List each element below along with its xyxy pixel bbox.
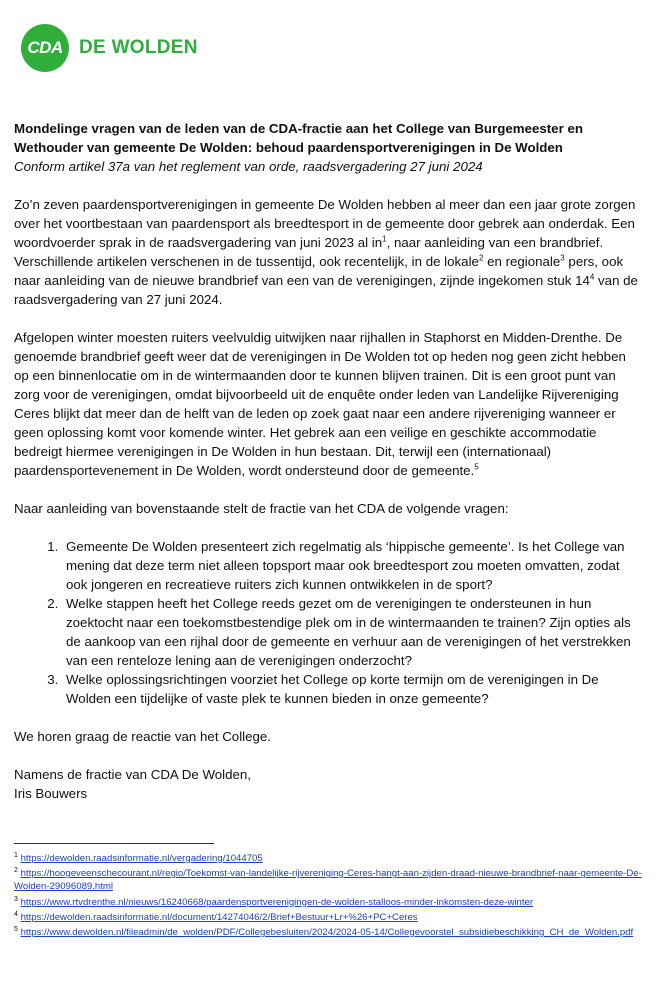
- closing-line: We horen graag de reactie van het College.: [14, 729, 271, 744]
- logo-name: DE WOLDEN: [79, 37, 198, 58]
- text-run: en regionale: [483, 254, 561, 269]
- signature-line-1: Namens de fractie van CDA De Wolden,: [14, 767, 251, 782]
- footnote-number: 2: [14, 867, 18, 875]
- document-title: Mondelinge vragen van de leden van de CDA-fractie aan het College van Burgemeester en Wethouder van gemeente De Wolden: behoud paardensportverenigingen in De Wolden: [14, 121, 583, 155]
- document-body: [14, 119, 644, 803]
- signature-name: Iris Bouwers: [14, 786, 88, 801]
- footnote: [14, 867, 644, 893]
- question-item: 2. Welke stappen heeft het College reeds gezet om de verenigingen te ondersteunen in hun zoektocht naar een toekomstbestendige plek om in de wintermaanden te trainen? Zijn opties als de aankoop van een rijhal door de gemeente en verhuur aan de verenigingen of het verstrekken van een renteloze lening aan de verenigingen onderzocht?: [62, 594, 644, 670]
- questions-list: [14, 537, 644, 708]
- footnote-link[interactable]: https://www.rtvdrenthe.nl/nieuws/16240668/paardensportverenigingen-de-wolden-stalloos-minder-inkomsten-deze-winter: [20, 896, 534, 908]
- footnote-link[interactable]: https://www.dewolden.nl/fileadmin/de_wolden/PDF/Collegebesluiten/2024/2024-05-14/Collegevoorstel_subsidiebeschikking_CH_de_Wolden.pdf: [20, 927, 634, 939]
- paragraph-questions-intro: Naar aanleiding van bovenstaande stelt de fractie van het CDA de volgende vragen:: [14, 501, 509, 516]
- paragraph-context: [14, 328, 644, 480]
- footnote: [14, 926, 644, 939]
- paragraph-intro: [14, 195, 644, 309]
- footnote-number: 1: [14, 851, 18, 859]
- footnote-ref[interactable]: 2: [478, 253, 484, 263]
- cda-badge: CDA: [21, 24, 69, 72]
- footnote-number: 5: [14, 925, 18, 933]
- text-run: Zo’n zeven paardensportverenigingen in gemeente De Wolden hebben al meer dan een jaar grote zorgen over het voortbestaan van paardensport als breedtesport in de gemeente door gebrek aan onderdak. Een woordvoerder sprak in de raadsvergadering van juni 2023 al in: [14, 197, 636, 250]
- footnote-ref[interactable]: 4: [589, 272, 595, 282]
- question-item: 1. Gemeente De Wolden presenteert zich regelmatig als ‘hippische gemeente’. Is het College van mening dat deze term niet alleen topsport maar ook breedtesport zou moeten omvatten, zodat ook jongeren en recreatieve ruiters zich kunnen ontwikkelen in de sport?: [62, 537, 644, 594]
- footnote-link[interactable]: https://dewolden.raadsinformatie.nl/document/14274046/2/Brief+Bestuur+Lr+%26+PC+Ceres: [20, 911, 418, 923]
- footnote-link[interactable]: https://dewolden.raadsinformatie.nl/vergadering/1044705: [20, 853, 263, 864]
- footnote-divider: [14, 843, 214, 844]
- footnote-ref[interactable]: 3: [560, 253, 565, 263]
- footnote-number: 3: [14, 895, 18, 903]
- footnote-number: 4: [14, 910, 18, 918]
- footnote-ref[interactable]: 5: [474, 462, 479, 472]
- footnote-link[interactable]: https://hoogeveenschecourant.nl/regio/Toekomst-van-landelijke-rijvereniging-Ceres-hangt-aan-zijden-draad-nieuwe-brandbrief-naar-gemeente-De-Wolden-29096089.html: [14, 868, 642, 893]
- text-run: Afgelopen winter moesten ruiters veelvuldig uitwijken naar rijhallen in Staphorst en Midden-Drenthe. De genoemde brandbrief geeft weer dat de verenigingen in De Wolden tot op heden nog geen zicht hebben op een binnenlocatie om in de wintermaanden door te kunnen blijven trainen. Dit is een groot punt van zorg voor de verenigingen, omdat bijvoorbeeld uit de enquête onder leden van Landelijke Rijvereniging Ceres blijkt dat meer dan de helft van de leden op zoek gaat naar een andere rijvereniging wanneer er geen oplossing komt voor komende winter. Het gebrek aan een veilige en geschikte accommodatie bedreigt hiermee verenigingen in De Wolden in hun bestaan. Dit, terwijl een (internationaal) paardensportevenement in De Wolden, wordt ondersteund door de gemeente.: [14, 330, 626, 478]
- footnote: [14, 852, 644, 865]
- text-run: pers, ook naar aanleiding van de nieuwe brandbrief van een van de verenigingen, zijnde ingekomen stuk 14: [14, 254, 624, 288]
- footnote: [14, 896, 644, 909]
- footnotes: [14, 843, 644, 941]
- cda-logo: [21, 24, 198, 72]
- footnote: [14, 911, 644, 924]
- text-run: van de raadsvergadering van 27 juni 2024.: [14, 273, 638, 307]
- question-item: 3. Welke oplossingsrichtingen voorziet het College op korte termijn om de verenigingen in De Wolden een tijdelijke of vaste plek te kunnen bieden in onze gemeente?: [62, 670, 644, 708]
- document-subtitle: Conform artikel 37a van het reglement van orde, raadsvergadering 27 juni 2024: [14, 159, 483, 174]
- footnote-ref[interactable]: 1: [382, 234, 387, 244]
- text-run: , naar aanleiding van een brandbrief. Verschillende artikelen verschenen in de tussentijd, ook recentelijk, in de lokale: [14, 235, 604, 269]
